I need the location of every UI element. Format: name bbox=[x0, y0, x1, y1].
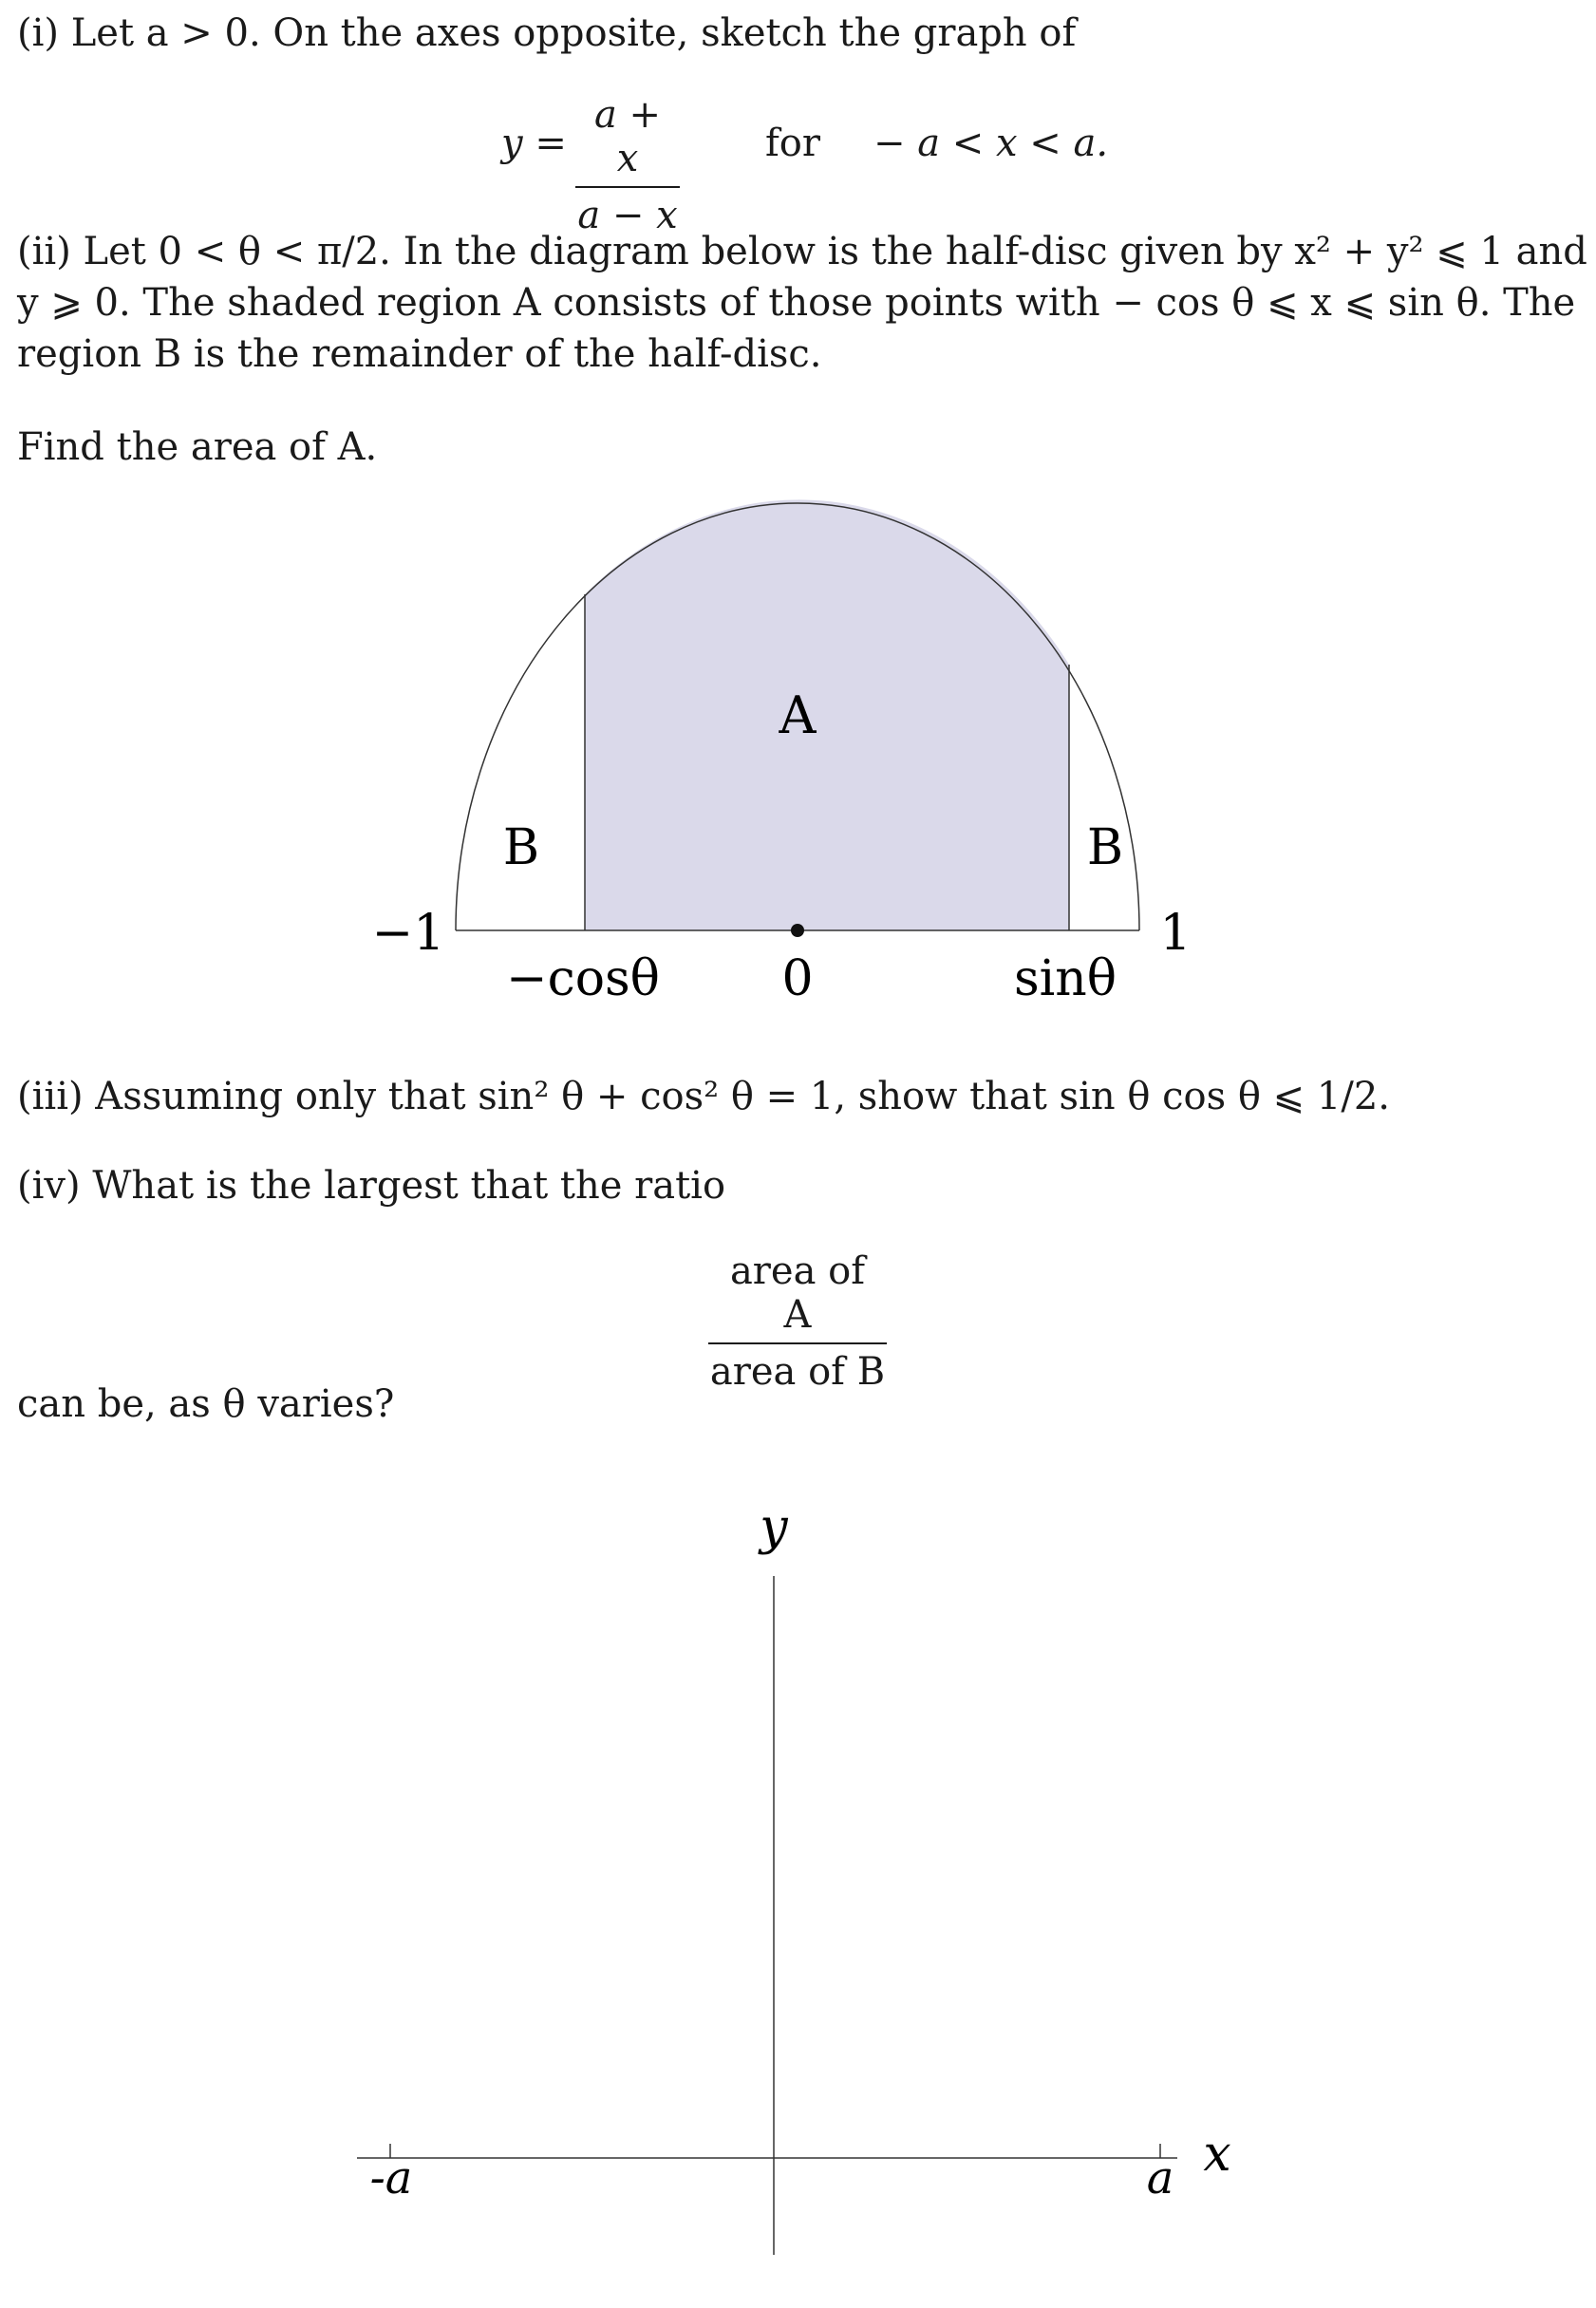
region-a-shaded bbox=[585, 499, 1069, 930]
label-region-a: A bbox=[779, 685, 817, 745]
part-ii-line3: region B is the remainder of the half-disc. bbox=[17, 332, 822, 376]
label-region-b-left: B bbox=[502, 819, 540, 876]
label-minus-one: −1 bbox=[371, 905, 445, 962]
part-ii-find: Find the area of A. bbox=[17, 425, 378, 469]
part-iv-text: (iv) What is the largest that the ratio bbox=[17, 1164, 726, 1208]
equation-numerator: a + x bbox=[575, 93, 680, 188]
origin-dot bbox=[791, 924, 804, 937]
label-neg-cos-theta: −cosθ bbox=[506, 950, 660, 1007]
part-iii-text: (iii) Assuming only that sin² θ + cos² θ = 1, show that sin θ cos θ ⩽ 1/2. bbox=[17, 1075, 1390, 1118]
ratio-fraction bbox=[708, 1249, 887, 1394]
label-region-b-right: B bbox=[1086, 819, 1124, 876]
equation-lhs: y = bbox=[501, 122, 567, 165]
equation-range: − a < x < a. bbox=[873, 122, 1109, 165]
label-sin-theta: sinθ bbox=[1013, 950, 1117, 1007]
x-axis-label: x bbox=[1203, 2126, 1231, 2183]
ratio-numerator: area of A bbox=[708, 1249, 887, 1344]
label-zero: 0 bbox=[781, 950, 814, 1007]
y-axis-label: y bbox=[760, 1499, 788, 1556]
part-i-intro: (i) Let a > 0. On the axes opposite, sketch the graph of bbox=[17, 11, 1077, 55]
part-ii-line1: (ii) Let 0 < θ < π/2. In the diagram below is the half-disc given by x² + y² ⩽ 1 and bbox=[17, 230, 1587, 273]
equation-for: for bbox=[765, 122, 821, 165]
neg-a-label: -a bbox=[369, 2151, 413, 2205]
equation-denominator: a − x bbox=[577, 194, 678, 237]
half-disc-diagram bbox=[0, 0, 1596, 1044]
label-one: 1 bbox=[1159, 905, 1192, 962]
part-ii-line2: y ⩾ 0. The shaded region A consists of those points with − cos θ ⩽ x ⩽ sin θ. The bbox=[17, 281, 1576, 325]
ratio-denominator: area of B bbox=[709, 1350, 886, 1394]
sketch-axes bbox=[0, 1481, 1596, 2308]
pos-a-label: a bbox=[1146, 2151, 1174, 2205]
part-iv-end: can be, as θ varies? bbox=[17, 1382, 395, 1426]
